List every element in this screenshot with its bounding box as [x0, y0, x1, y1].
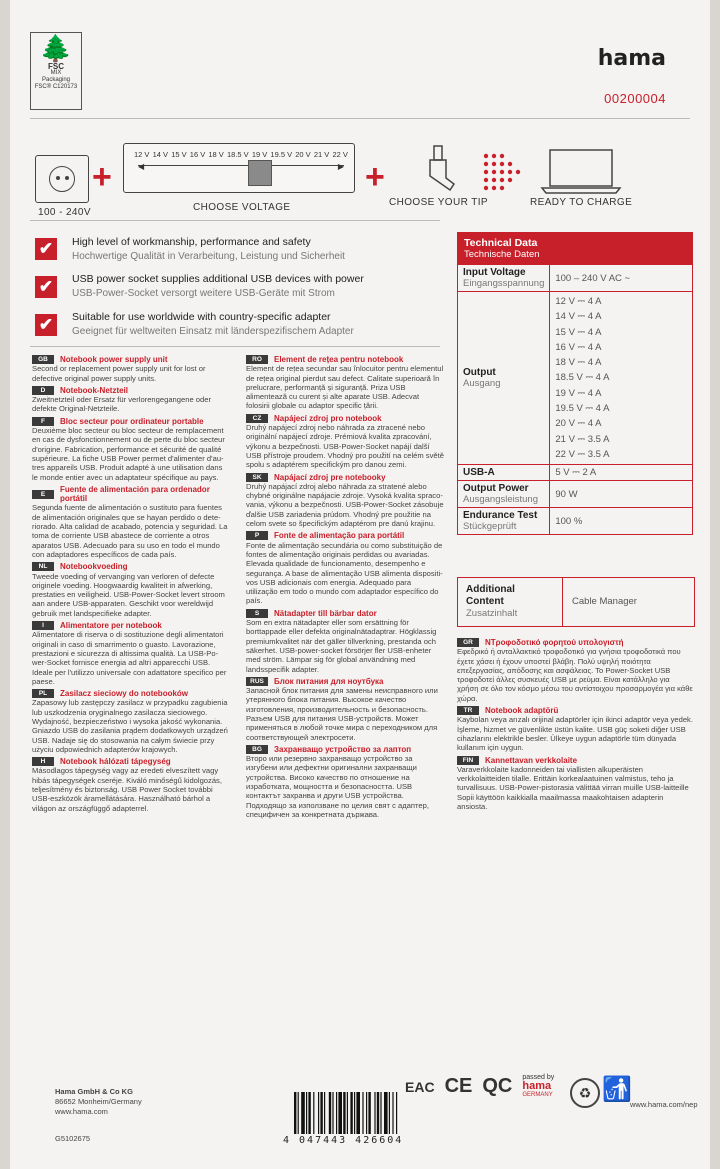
barcode-bar: [306, 1092, 307, 1134]
language-title: Notebook adaptörü: [485, 706, 559, 716]
voltage-option: 19.5 V: [270, 150, 293, 159]
language-block: [32, 485, 230, 559]
plug-tip-icon: [420, 144, 460, 196]
language-code-badge: GR: [457, 638, 479, 647]
fsc-mix: MIX: [50, 70, 62, 76]
language-block: [246, 609, 444, 674]
barcode-bar: [294, 1092, 296, 1134]
fsc-license: FSC® C120173: [34, 84, 78, 90]
barcode-bar: [336, 1092, 337, 1134]
feature-subtitle: USB-Power-Socket versorgt weitere USB-Geräte mit Strom: [72, 288, 335, 299]
language-text: Εφεδρικό ή ανταλλακτικό τροφοδοτικό για γνήσια τροφοδοτικά που έχετε χάσει ή έχουν υποστεί βλάβη. Πολύ υψηλή ποιότητα επεξεργασίας, απόδοσης και ασφάλειας. Το Power-Socket USB τροφοδοτεί άλλες συσκευές USB με ρεύμα. Είναι κατάλληλο για χρήση σε όλο τον κόσμο μέσω του αντίστοιχου προσαρμογέα για κάθε χώρα.: [457, 647, 693, 703]
language-text: Másodlagos tápegység vagy az eredeti elveszített vagy hibás tápegységek cseréje. Kiváló minőségű kidolgozás, teljesítmény és biztonság. USB Power Socket további USB-eszközök áramellátására. Használható bárhol a világon az országfüggő adapterrel.: [32, 766, 222, 813]
language-block: [246, 473, 444, 529]
brand-logo: hama: [597, 46, 666, 71]
language-title: Notebook hálózati tápegység: [60, 757, 171, 767]
usba-key: USB-A: [463, 467, 495, 479]
fsc-packaging: Packaging: [41, 77, 71, 83]
language-title: Napájecí zdroj pro notebook: [274, 413, 382, 423]
language-block: [32, 355, 230, 383]
language-column-3: [457, 635, 693, 811]
language-block: [246, 531, 444, 605]
language-code-badge: H: [32, 757, 54, 766]
output-power-key: Output Power: [463, 483, 529, 495]
language-title: Fuente de alimentación para ordenador portátil: [60, 484, 210, 504]
language-code-badge: I: [32, 621, 54, 630]
language-heading: [246, 745, 444, 754]
voltage-option: 18 V: [208, 150, 224, 159]
company-web: www.hama.com: [55, 1107, 108, 1116]
language-column-2: [246, 352, 444, 819]
language-block: [246, 355, 444, 411]
fsc-logo: [30, 32, 82, 110]
ready-to-charge-label: READY TO CHARGE: [530, 197, 633, 208]
feature-title: High level of workmanship, performance and safety: [72, 236, 311, 248]
output-value: 12 V ⎓ 4 A: [555, 296, 602, 307]
table-row: [458, 292, 693, 465]
check-icon: ✔: [35, 238, 57, 260]
output-value: 22 V ⎓ 3.5 A: [555, 448, 610, 460]
language-title: Fonte de alimentação para portátil: [274, 531, 405, 541]
language-block: [32, 689, 230, 754]
barcode-bar: [392, 1092, 393, 1134]
table-row: [458, 481, 693, 508]
output-key-de: Ausgang: [463, 378, 501, 390]
passed-by-brand: hama: [522, 1080, 552, 1092]
voltage-option: 15 V: [171, 150, 187, 159]
tree-icon: 🌲: [39, 33, 73, 63]
barcode-bar: [318, 1092, 319, 1134]
barcode-bar: [377, 1092, 379, 1134]
language-code-badge: GB: [32, 355, 54, 364]
tech-header-en: Technical Data: [464, 237, 538, 249]
voltage-option: 16 V: [189, 150, 206, 159]
language-heading: [32, 417, 230, 426]
package-back: [10, 0, 710, 1169]
language-heading: [246, 414, 444, 423]
language-text: Второ или резервно захранващо устройство за изгубени или дефектни оригинални захранващи устройства. Високо качество по отношение на изработката, мощността и безопасността. USB контактът захранва и други USB устройства. Подходящо за използване по целия свят с адаптер, специфичен за конкретната държава.: [246, 754, 429, 819]
barcode-bar: [320, 1092, 322, 1134]
language-text: Druhý napájecí zdroj nebo náhrada za ztracené nebo originální napájecí zdroje. Prémiová kvalita zpracování, výkonu a bezpečnosti. USB-Power-Socket napájí další USB přístroje proudem. Vhodný pro použití na celém světě spolu s adaptérem specifickým pro danou zemi.: [246, 423, 444, 470]
divider: [30, 346, 440, 347]
endurance-value: 100 %: [550, 508, 693, 535]
table-header: [458, 233, 693, 265]
ce-mark: CE: [444, 1075, 473, 1097]
company-address: 86652 Monheim/Germany: [55, 1097, 142, 1106]
arrow-icon: [482, 152, 526, 192]
language-text: Element de rețea secundar sau înlocuitor pentru elementul de rețea original pierdut sau defect. Calitate superioară în prelucrare, performanță și siguranță. Priza USB alimentează cu curent și alte aparate USB. Adecvat folosirii globale cu adaptor specific țării.: [246, 364, 444, 411]
output-value: 16 V ⎓ 4 A: [555, 341, 602, 353]
language-text: Druhý napájací zdroj alebo náhrada za stratené alebo chybné originálne napájacie zdroje. Vysoká kvalita spraco-vania, výkonu a bezpečnosti. USB-Power-Socket zásobuje ďalšie USB zariadenia prúdom. Vhodný pre použitie na celom svete so špecifickým adaptérom pre danú krajinu.: [246, 481, 444, 529]
language-heading: [32, 757, 230, 766]
voltage-option: 21 V: [313, 150, 330, 159]
language-code-badge: CZ: [246, 414, 268, 423]
voltage-option: 19 V: [251, 150, 268, 159]
endurance-key-de: Stückgeprüft: [463, 521, 517, 533]
language-heading: [32, 485, 230, 504]
language-text: Fonte de alimentação secundária ou como substituição de fontes de alimentação originais perdidas ou avariadas. Elevada qualidade de funcionamento, desempenho e segurança. A base de alimentação USB alimenta dispositi-vos USB adicionais com energia. Adequado para utilização em todo o mundo com adaptador específico do país.: [246, 540, 443, 606]
additional-key: Additional Content: [466, 584, 515, 607]
feature-subtitle: Hochwertige Qualität in Verarbeitung, Leistung und Sicherheit: [72, 251, 345, 262]
language-code-badge: S: [246, 609, 268, 618]
barcode-bar: [308, 1092, 310, 1134]
table-row: [458, 465, 693, 481]
barcode-bar: [350, 1092, 352, 1134]
language-heading: [457, 638, 693, 647]
output-power-value: 90 W: [550, 481, 693, 508]
barcode-bar: [366, 1092, 367, 1134]
company-info: [55, 1087, 142, 1117]
language-heading: [246, 677, 444, 686]
socket-label: 100 - 240V: [38, 207, 91, 218]
language-text: Varaverkkolaite kadonneiden tai viallisten alkuperäisten verkkolaitteiden tilalle. Erittäin korkealaatuinen valmistus, teho ja turvallisuus. USB-Power-pistorasia välittää virran muille USB-laitteille Sopii käyttöön kaikkialla maailmassa maakohtaisen adapterin ansiosta.: [457, 764, 689, 812]
fsc-logo-text: FSC: [48, 62, 64, 71]
language-block: [457, 638, 693, 703]
qc-mark: QC: [482, 1075, 513, 1097]
language-block: [246, 745, 444, 819]
passed-by-text: passed by: [522, 1074, 555, 1081]
wall-socket-icon: [35, 155, 89, 203]
voltage-option: 14 V: [152, 150, 169, 159]
language-block: [457, 706, 693, 752]
language-code-badge: D: [32, 386, 54, 395]
language-heading: [246, 355, 444, 364]
barcode-number: 4 047443 426604: [283, 1135, 404, 1146]
output-key: Output: [463, 367, 496, 379]
choose-voltage-label: CHOOSE VOLTAGE: [193, 202, 291, 213]
barcode-bar: [332, 1092, 333, 1134]
passed-by-country: GERMANY: [522, 1092, 553, 1098]
certification-marks: [405, 1073, 554, 1100]
language-block: [32, 562, 230, 618]
output-value: 14 V ⎓ 4 A: [555, 311, 602, 323]
additional-content-box: [457, 577, 695, 627]
language-block: [32, 621, 230, 686]
language-title: Nätadapter till bärbar dator: [274, 608, 377, 618]
output-value: 15 V ⎓ 4 A: [555, 326, 602, 338]
language-code-badge: TR: [457, 706, 479, 715]
language-text: Som en extra nätadapter eller som ersättning för borttappade eller defekta originalnätadaptrar. Högklassig premiumkvalitet när det gäller tillverkning, prestanda och säkerhet. USB-power-socket försörjer fler USB-enheter med ström. Lämpar sig för global användning med landsspecifik adapter.: [246, 618, 437, 674]
language-block: [457, 756, 693, 812]
choose-tip-label: CHOOSE YOUR TIP: [389, 197, 488, 208]
language-column-1: [32, 352, 230, 813]
language-text: Deuxième bloc secteur ou bloc secteur de remplacement en cas de dysfonctionnement ou de perte du bloc secteur d'origine. Fabrication, performance et sécurité de qualité supérieure. La fiche USB Power permet d'alimenter d'au-tres appareils USB. Produit adapté à une utilisation dans le monde entier avec un adaptateur spécifique au pays.: [32, 426, 225, 482]
company-name: Hama GmbH & Co KG: [55, 1087, 133, 1096]
output-values: [550, 292, 693, 465]
language-code-badge: BG: [246, 745, 268, 754]
barcode-bar: [338, 1092, 342, 1134]
divider: [30, 118, 690, 119]
language-text: Zweitnetzteil oder Ersatz für verlorengegangene oder defekte Original-Netzteile.: [32, 395, 211, 414]
language-text: Kaybolan veya arızalı orijinal adaptörler için ikinci adaptör veya yedek. İşleme, hizmet ve güvenlikte üstün kalite. USB güç soketi diğer USB cihazlarını elektrikle besler. Ülkeye uygun adaptörle tüm dünyada kullanım için uygun.: [457, 715, 693, 753]
language-text: Second or replacement power supply unit for lost or defective original power supply units.: [32, 364, 206, 383]
language-code-badge: FIN: [457, 756, 479, 765]
language-heading: [457, 756, 693, 765]
language-heading: [32, 621, 230, 630]
output-value: 18.5 V ⎓ 4 A: [555, 372, 610, 384]
print-code: G5102675: [55, 1134, 91, 1143]
feature-subtitle: Geeignet für weltweiten Einsatz mit länderspezifischem Adapter: [72, 326, 354, 337]
language-code-badge: NL: [32, 562, 54, 571]
language-title: ΝΤροφοδοτικό φορητού υπολογιστή: [485, 638, 624, 647]
output-value: 20 V ⎓ 4 A: [555, 418, 602, 430]
feature-title: USB power socket supplies additional USB devices with power: [72, 273, 364, 285]
language-heading: [246, 531, 444, 540]
output-value: 18 V ⎓ 4 A: [555, 357, 602, 369]
language-text: Tweede voeding of vervanging van verloren of defecte originele voeding. Hoogwaardig kwaliteit in afwerking, prestaties en veiligheid. USB-Power-Socket levert stroom aan andere USB-apparaten. Geschikt voor wereldwijd gebruik met landspecifieke adapter.: [32, 571, 225, 618]
check-icon: ✔: [35, 314, 57, 336]
barcode-bar: [374, 1092, 375, 1134]
barcode-bar: [396, 1092, 397, 1134]
language-heading: [246, 473, 444, 482]
input-voltage-value: 100 – 240 V AC ~: [550, 265, 693, 292]
barcode-bar: [354, 1092, 355, 1134]
table-row: [458, 265, 693, 292]
voltage-option: 12 V: [134, 150, 150, 159]
language-title: Zasilacz sieciowy do notebooków: [60, 689, 189, 699]
voltage-option: 22 V: [332, 150, 348, 159]
language-text: Alimentatore di riserva o di sostituzione degli alimentatori originali in caso di smarrimento o guasto. Lavorazione, prestazioni e sicurezza di altissima qualità. La USB-Po-wer-Socket fornisce energia ad altri apparecchi USB. Ideale per l'utilizzo universale con adattatore specifico per paese.: [32, 630, 227, 686]
language-code-badge: RUS: [246, 677, 268, 686]
output-value: 19 V ⎓ 4 A: [555, 387, 602, 399]
language-text: Segunda fuente de alimentación o sustituto para fuentes de alimentación originales que se hayan perdido o dete-riorado. Alta calidad de acabado, potencia y seguridad. La toma de corriente USB abastece de corriente a otros aparatos USB. Adecuado para su uso en todo el mundo con adaptadores específicos de cada país.: [32, 503, 228, 559]
input-voltage-key: Input Voltage: [463, 267, 526, 278]
eac-mark: EAC: [405, 1078, 435, 1095]
language-title: Element de rețea pentru notebook: [274, 355, 404, 364]
plus-icon: +: [365, 158, 385, 196]
language-heading: [32, 562, 230, 571]
voltage-selector-icon: [123, 143, 355, 193]
language-title: Блок питания для ноутбука: [274, 676, 384, 686]
additional-key-de: Zusatzinhalt: [466, 608, 518, 619]
language-block: [32, 757, 230, 813]
language-code-badge: SK: [246, 473, 268, 482]
language-heading: [457, 706, 693, 715]
language-title: Захранващо устройство за лаптоп: [274, 744, 412, 754]
usba-value: 5 V ⎓ 2 A: [550, 465, 693, 481]
language-title: Kannettavan verkkolaite: [485, 755, 578, 765]
output-value: 21 V ⎓ 3.5 A: [555, 433, 610, 445]
language-title: Notebookvoeding: [60, 562, 128, 572]
barcode-bar: [324, 1092, 325, 1134]
language-title: Napájací zdroj pre notebooky: [274, 472, 386, 482]
barcode-bar: [298, 1092, 299, 1134]
technical-data-table: [457, 232, 693, 535]
passed-by-hama-mark: [522, 1073, 554, 1100]
additional-value: Cable Manager: [572, 596, 637, 607]
tech-header-de: Technische Daten: [464, 249, 540, 260]
language-code-badge: PL: [32, 689, 54, 698]
barcode-bar: [356, 1092, 360, 1134]
article-number: 00200004: [604, 91, 666, 106]
weee-bin-icon: 🚮: [602, 1076, 632, 1103]
language-heading: [32, 689, 230, 698]
language-block: [246, 414, 444, 470]
barcode-bar: [301, 1092, 305, 1134]
language-block: [32, 417, 230, 482]
language-title: Notebook power supply unit: [60, 355, 168, 364]
output-value: 19.5 V ⎓ 4 A: [555, 403, 610, 415]
language-heading: [32, 355, 230, 364]
barcode-bar: [389, 1092, 390, 1134]
language-heading: [32, 386, 230, 395]
voltage-scale: [134, 150, 348, 159]
output-power-key-de: Ausgangsleistung: [463, 494, 538, 506]
divider: [30, 220, 440, 221]
feature-title: Suitable for use worldwide with country-specific adapter: [72, 311, 331, 323]
scale-line: ◀ ▶: [138, 165, 344, 178]
endurance-key: Endurance Test: [463, 510, 538, 522]
nep-link[interactable]: www.hama.com/nep: [630, 1100, 698, 1109]
barcode-bar: [380, 1092, 381, 1134]
input-voltage-key-de: Eingangsspannung: [463, 278, 545, 289]
barcode-bar: [329, 1092, 331, 1134]
barcode-bar: [384, 1092, 388, 1134]
language-text: Запасной блок питания для замены неисправного или утерянного блока питания. Высокое качество изготовления, производительность и безопасность. Разъем USB для питания USB-устройств. Может применяться в любой точке мира с переходником для соответствующей электросети.: [246, 686, 438, 742]
language-code-badge: RO: [246, 355, 268, 364]
recycling-icon: ♻: [570, 1078, 600, 1108]
barcode-bar: [362, 1092, 363, 1134]
language-code-badge: F: [32, 417, 54, 426]
voltage-option: 20 V: [295, 150, 311, 159]
plus-icon: +: [92, 158, 112, 196]
slider-knob: [248, 160, 272, 186]
barcode-bar: [343, 1092, 345, 1134]
laptop-icon: [540, 148, 622, 194]
language-block: [32, 386, 230, 414]
language-code-badge: E: [32, 490, 54, 499]
language-title: Notebook-Netzteil: [60, 385, 128, 395]
language-text: Zapasowy lub zastępczy zasilacz w przypadku zagubienia lub uszkodzenia oryginalnego zasilacza sieciowego. Wydajność, bezpieczeństwo i wysoka jakość wykonania. Gniazdo USB do zasilania prądem dodatkowych urządzeń USB. Nadaje się do stosowania na całym świecie przy użyciu odpowiednich adapterów krajowych.: [32, 698, 228, 754]
language-code-badge: P: [246, 531, 268, 540]
language-title: Alimentatore per notebook: [60, 621, 162, 631]
check-icon: ✔: [35, 276, 57, 298]
voltage-option: 18.5 V: [226, 150, 249, 159]
barcode-bar: [313, 1092, 314, 1134]
language-heading: [246, 609, 444, 618]
language-block: [246, 677, 444, 742]
table-row: [458, 508, 693, 535]
barcode-bar: [347, 1092, 348, 1134]
barcode-bar: [368, 1092, 370, 1134]
language-title: Bloc secteur pour ordinateur portable: [60, 416, 204, 426]
